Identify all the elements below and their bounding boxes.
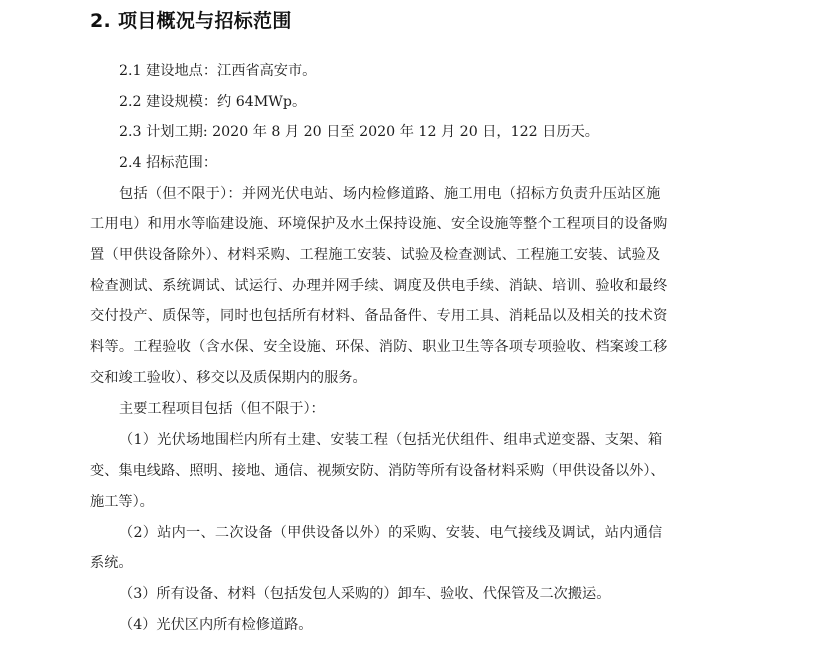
main-item-2-line: （2）站内一、二次设备（甲供设备以外）的采购、安装、电气接线及调试，站内通信	[119, 525, 663, 541]
scope-paragraph-line: 交付投产、质保等，同时也包括所有材料、备品备件、专用工具、消耗品以及相关的技术资	[90, 308, 668, 324]
scope-paragraph-line: 检查测试、系统调试、试运行、办理并网手续、调度及供电手续、消缺、培训、验收和最终	[90, 278, 668, 294]
main-item-1-line: 施工等）。	[90, 494, 154, 510]
item-scale: 2.2 建设规模：约 64MWp。	[119, 94, 307, 110]
item-scope-heading: 2.4 招标范围：	[119, 155, 218, 171]
main-item-3-line: （3）所有设备、材料（包括发包人采购的）卸车、验收、代保管及二次搬运。	[119, 586, 611, 602]
main-item-1-line: （1）光伏场地围栏内所有土建、安装工程（包括光伏组件、组串式逆变器、支架、箱	[119, 432, 663, 448]
main-item-2-line: 系统。	[90, 555, 133, 571]
main-item-4-line: （4）光伏区内所有检修道路。	[119, 617, 313, 633]
scope-paragraph-line: 料等。工程验收（含水保、安全设施、环保、消防、职业卫生等各项专项验收、档案竣工移	[90, 339, 668, 355]
section-heading: 2. 项目概况与招标范围	[90, 10, 292, 32]
scope-paragraph-line: 置（甲供设备除外）、材料采购、工程施工安装、试验及检查测试、工程施工安装、试验及	[90, 247, 661, 263]
item-schedule: 2.3 计划工期: 2020 年 8 月 20 日至 2020 年 12 月 20 日，122 日历天。	[119, 124, 599, 140]
item-location: 2.1 建设地点：江西省高安市。	[119, 63, 317, 79]
scope-paragraph-line: 工用电）和用水等临建设施、环境保护及水土保持设施、安全设施等整个工程项目的设备购	[90, 216, 668, 232]
main-items-heading: 主要工程项目包括（但不限于）：	[119, 401, 325, 417]
main-item-1-line: 变、集电线路、照明、接地、通信、视频安防、消防等所有设备材料采购（甲供设备以外）、	[90, 463, 665, 479]
scope-paragraph-line: 交和竣工验收）、移交以及质保期内的服务。	[90, 370, 367, 386]
scope-paragraph-line: 包括（但不限于）：并网光伏电站、场内检修道路、施工用电（招标方负责升压站区施	[119, 186, 661, 202]
